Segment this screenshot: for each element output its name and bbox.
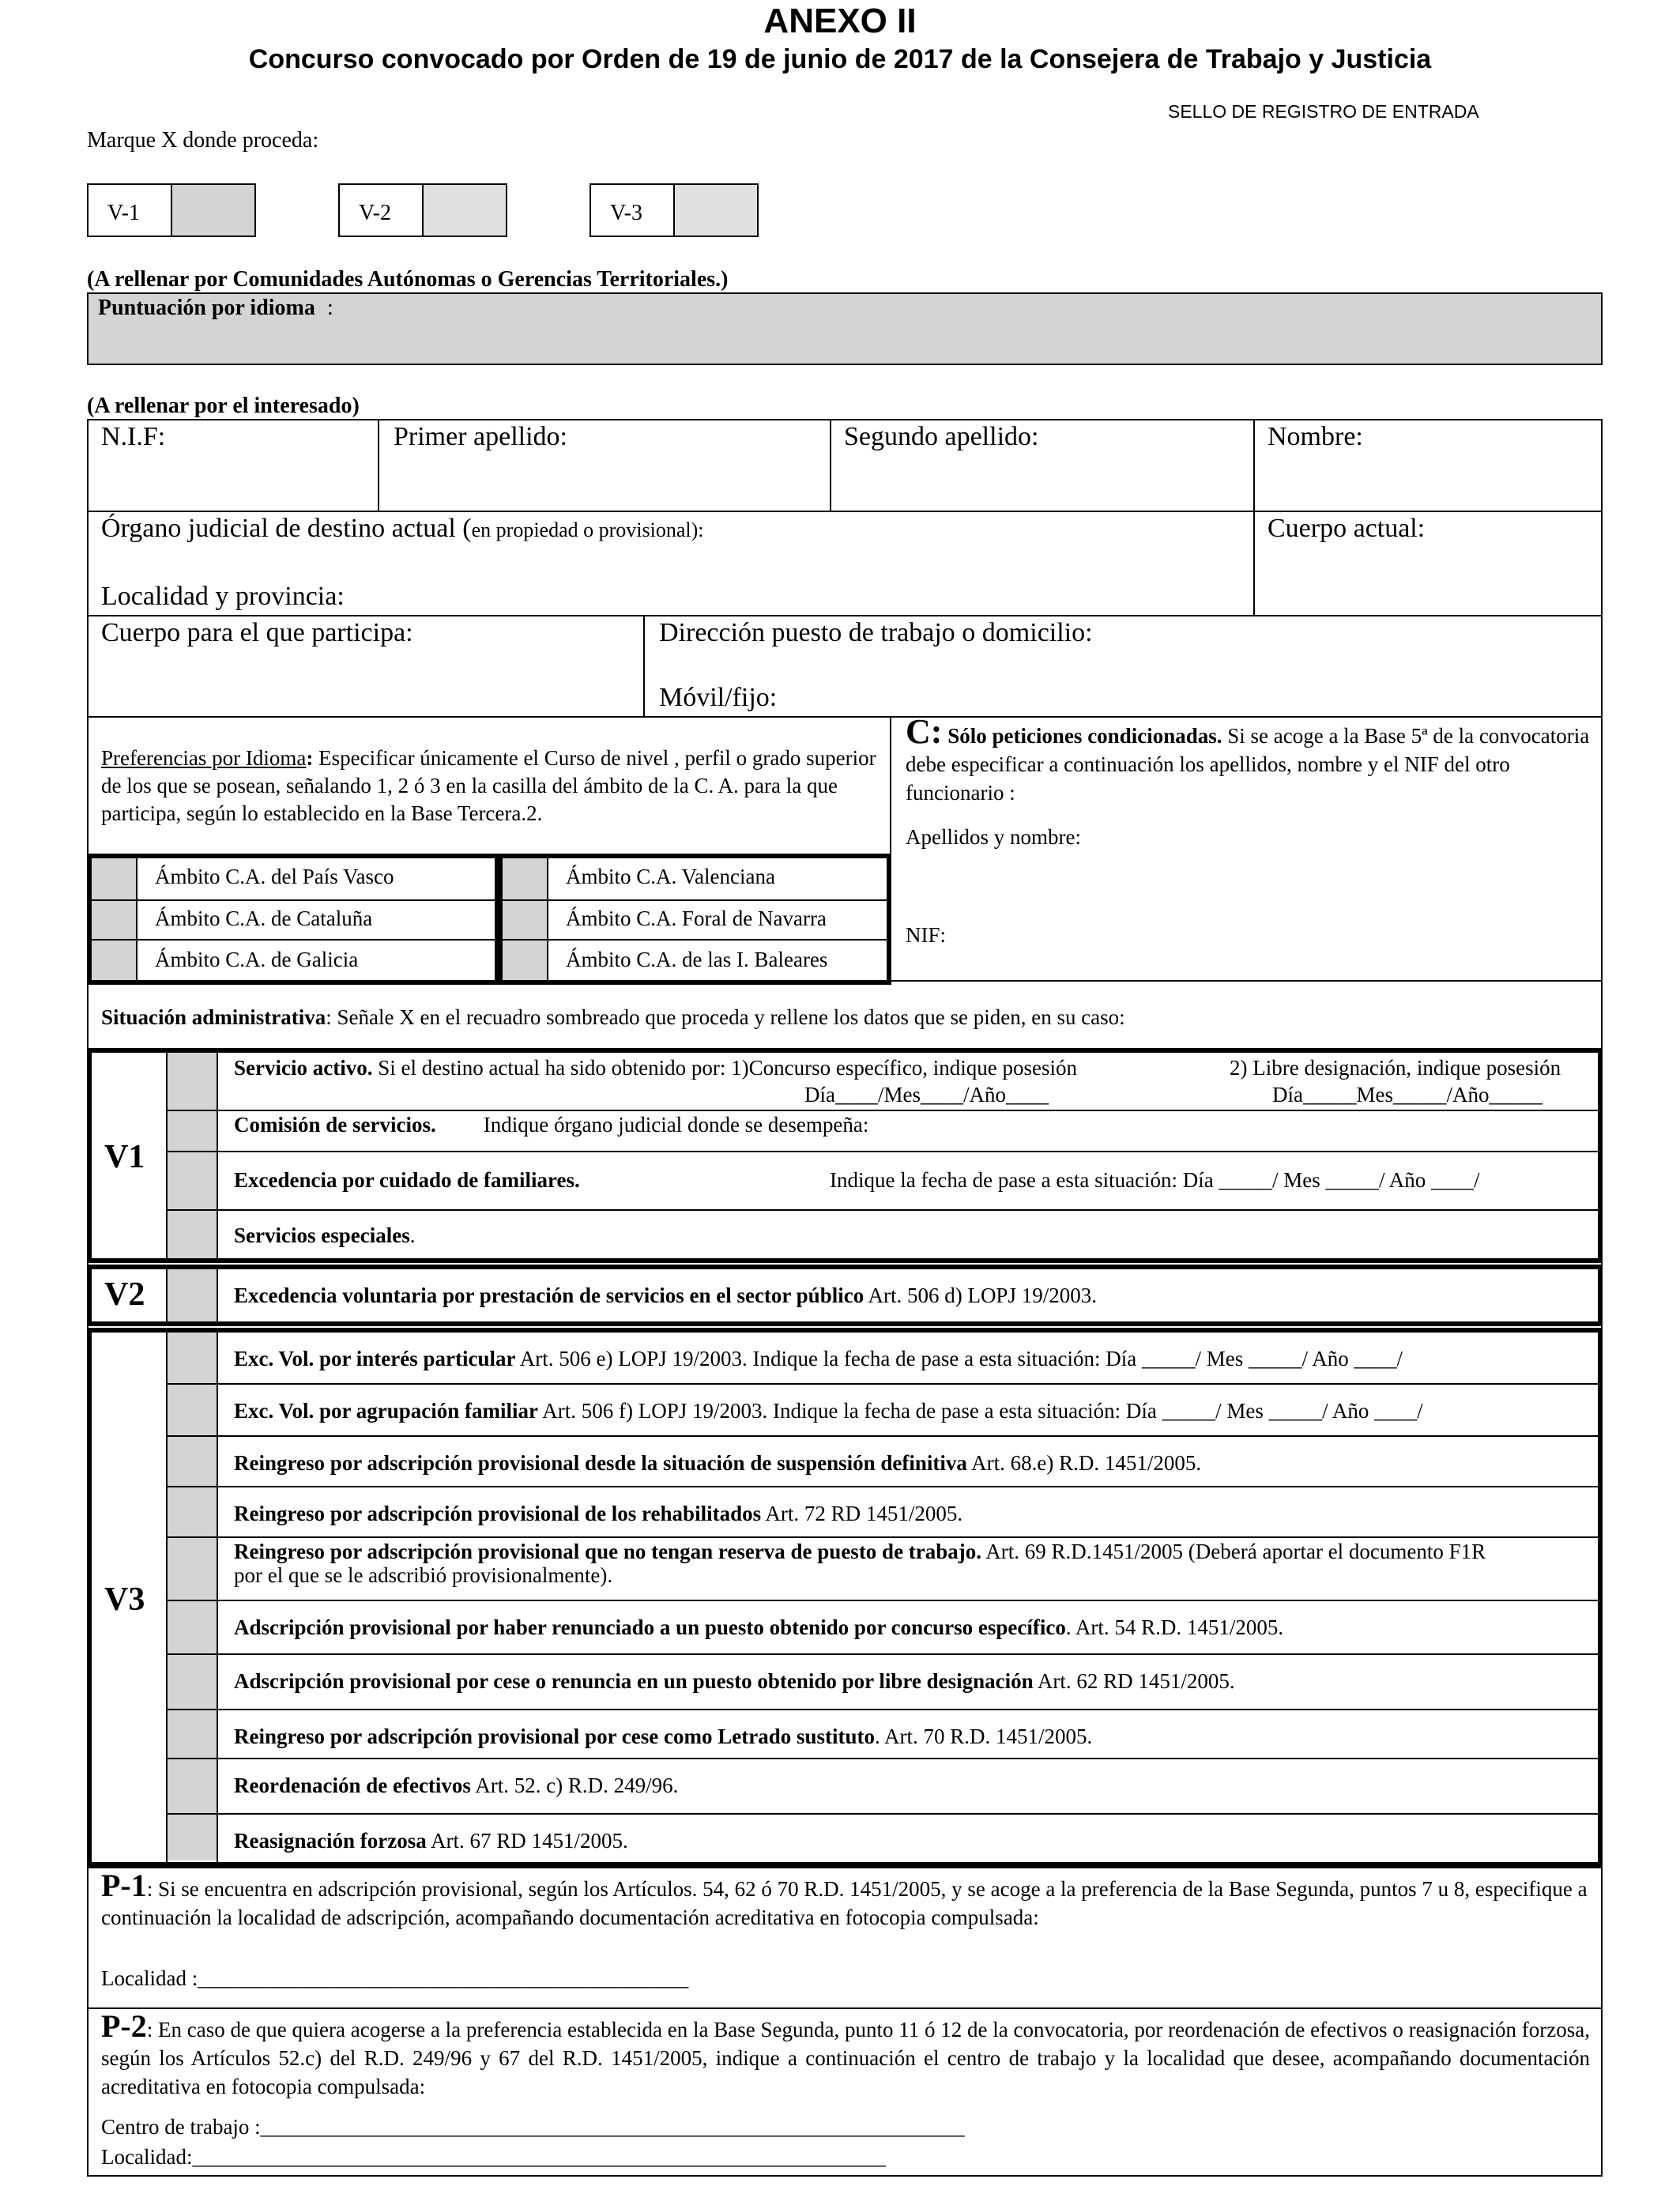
comision-servicios-checkbox[interactable]	[168, 1111, 217, 1151]
segundo-apellido-field[interactable]: Segundo apellido:	[844, 422, 1039, 451]
v3-option-label: Exc. Vol. por agrupación familiar	[234, 1399, 539, 1423]
puntuacion-colon: :	[327, 296, 333, 320]
apellidos-nombre-field[interactable]: Apellidos y nombre:	[906, 825, 1081, 849]
ambito-label: Ámbito C.A. de Cataluña	[155, 907, 373, 930]
divider	[503, 939, 887, 941]
servicio-activo-checkbox[interactable]	[168, 1053, 217, 1110]
page-subtitle: Concurso convocado por Orden de 19 de junio de 2017 de la Consejera de Trabajo y Justicia	[248, 44, 1432, 74]
ambito-label: Ámbito C.A. de las I. Baleares	[566, 948, 828, 971]
divider	[87, 511, 1603, 512]
v3-option-checkbox[interactable]	[168, 1759, 217, 1813]
condicionadas-body: Si se acoge a la Base 5ª de la convocatoria debe especificar a continuación los apellidos, nombre y el NIF del otro funcionario :	[906, 724, 1590, 805]
v3-option-label: Reingreso por adscripción provisional desde la situación de suspensión definitiva	[234, 1451, 967, 1475]
divider	[217, 1269, 218, 1321]
v3-option-text: Art. 72 RD 1451/2005.	[761, 1502, 963, 1525]
preferencias-label: Preferencias por Idioma	[101, 746, 307, 770]
divider	[92, 939, 495, 941]
movil-field[interactable]: Móvil/fijo:	[659, 683, 778, 712]
v3-option-checkbox[interactable]	[168, 1437, 217, 1486]
v3-option	[234, 1540, 1498, 1587]
servicio-activo-label: Servicio activo.	[234, 1056, 373, 1080]
checkbox-v2-label: V-2	[340, 185, 424, 236]
p2-body: : En caso de que quiera acogerse a la preferencia establecida en la Base Segunda, punto 11 ó 12 de la convocatoria, por reordenación de efectivos o reasignación forzosa, según los Artículos 52.c) del R.D. 249/96 y 67 del R.D. 1451/2005, indique a continuación el centro de trabajo y la localidad que desee, acompañando documentación acreditativa en fotocopia compulsada:	[101, 2018, 1590, 2098]
v3-option-text: Art. 52. c) R.D. 249/96.	[470, 1774, 679, 1797]
p2-label: P-2	[101, 2008, 147, 2044]
divider	[168, 1486, 1598, 1487]
organo-sublabel: en propiedad o provisional):	[471, 518, 704, 541]
ambito-label: Ámbito C.A. de Galicia	[155, 948, 359, 971]
v2-label: V2	[104, 1276, 145, 1313]
ambito-pais-vasco-checkbox[interactable]	[92, 858, 137, 899]
sello-registro: SELLO DE REGISTRO DE ENTRADA	[1168, 101, 1479, 122]
preferencias-idioma-text	[101, 745, 883, 827]
v3-option-checkbox[interactable]	[168, 1815, 217, 1860]
condicionadas-text	[906, 712, 1591, 807]
divider	[217, 1053, 218, 1258]
v3-option-label: Adscripción provisional por haber renunciado a un puesto obtenido por concurso específico	[234, 1615, 1066, 1639]
p1-body: : Si se encuentra en adscripción provisional, según los Artículos. 54, 62 ó 70 R.D. 1451/2005, y se acoge a la preferencia de la Base Segunda, puntos 7 u 8, especifique a continuación la localidad de adscripción, acompañando documentación acreditativa en fotocopia compulsada:	[101, 1877, 1588, 1929]
nif-condicionado-field[interactable]: NIF:	[906, 923, 947, 947]
v3-option-checkbox[interactable]	[168, 1538, 217, 1600]
v2-checkbox[interactable]	[168, 1269, 217, 1321]
organo-label: Órgano judicial de destino actual (	[101, 514, 472, 543]
divider	[890, 980, 1603, 982]
v3-option	[234, 1774, 1498, 1797]
v1-label: V1	[104, 1139, 145, 1175]
condicionadas-title: Sólo peticiones condicionadas.	[942, 724, 1222, 748]
primer-apellido-field[interactable]: Primer apellido:	[394, 422, 568, 451]
checkbox-v1[interactable]	[87, 183, 256, 237]
excedencia-cuidado-fecha[interactable]: Indique la fecha de pase a esta situación: Día _____/ Mes _____/ Año ____/	[830, 1168, 1480, 1192]
ambito-navarra-checkbox[interactable]	[503, 901, 548, 939]
v3-option-text: Art. 67 RD 1451/2005.	[426, 1829, 628, 1853]
puntuacion-field[interactable]	[87, 292, 1603, 365]
comision-label: Comisión de servicios.	[234, 1113, 436, 1137]
situacion-administrativa	[101, 1005, 1125, 1030]
divider	[168, 1709, 1598, 1710]
nif-field[interactable]: N.I.F:	[101, 422, 166, 451]
v3-option-label: Reasignación forzosa	[234, 1829, 427, 1853]
v3-option	[234, 1725, 1498, 1748]
p2-localidad-field[interactable]: Localidad:_________________________________________________________________	[101, 2145, 886, 2169]
checkbox-v2-field[interactable]	[424, 185, 506, 236]
v3-option-label: Reingreso por adscripción provisional de los rehabilitados	[234, 1502, 762, 1525]
libre-designacion-text: 2) Libre designación, indique posesión	[1230, 1056, 1561, 1080]
divider	[168, 1758, 1598, 1759]
marque-instruction: Marque X donde proceda:	[87, 128, 319, 153]
checkbox-v3-field[interactable]	[675, 185, 757, 236]
puntuacion-label: Puntuación por idioma	[98, 296, 315, 320]
servicios-especiales-checkbox[interactable]	[168, 1211, 217, 1258]
divider	[168, 1383, 1598, 1385]
v3-option	[234, 1347, 1498, 1370]
divider	[168, 1209, 1598, 1211]
ambito-baleares-checkbox[interactable]	[503, 941, 548, 980]
excedencia-cuidado-label: Excedencia por cuidado de familiares.	[234, 1168, 580, 1192]
v3-option-label: Exc. Vol. por interés particular	[234, 1347, 516, 1370]
v3-option	[234, 1615, 1498, 1639]
p1-text	[101, 1868, 1590, 1932]
divider	[503, 899, 887, 901]
ambito-valenciana-checkbox[interactable]	[503, 858, 548, 899]
ambito-label: Ámbito C.A. del País Vasco	[155, 865, 394, 888]
v3-option-checkbox[interactable]	[168, 1487, 217, 1536]
page-title: ANEXO II	[763, 2, 917, 40]
divider	[1253, 419, 1255, 616]
checkbox-v2[interactable]	[338, 183, 507, 237]
v3-option-label: Reingreso por adscripción provisional que no tengan reserva de puesto de trabajo.	[234, 1540, 982, 1563]
divider	[168, 1110, 1598, 1111]
divider	[217, 1333, 218, 1862]
v3-option-text: Art. 69 R.D.1451/2005 (Deberá aportar el documento F1R por el que se le adscribió provisionalmente).	[234, 1540, 1486, 1587]
v3-option-text: . Art. 54 R.D. 1451/2005.	[1065, 1615, 1284, 1639]
divider	[378, 419, 379, 511]
checkbox-v3-label: V-3	[591, 185, 675, 236]
divider	[92, 899, 495, 901]
preferencias-body: Especificar únicamente el Curso de nivel , perfil o grado superior de los que se posean, señalando 1, 2 ó 3 en la casilla del ámbito de la C. A. para la que participa, según lo establecido en la Base Tercera.2.	[101, 746, 876, 825]
servicio-activo-text: Si el destino actual ha sido obtenido por: 1)Concurso específico, indique posesión	[372, 1056, 1078, 1080]
v2-text	[234, 1284, 1097, 1308]
v3-option-checkbox[interactable]	[168, 1333, 217, 1383]
checkbox-v3[interactable]	[590, 183, 759, 237]
v3-option-checkbox[interactable]	[168, 1655, 217, 1709]
v3-option-checkbox[interactable]	[168, 1601, 217, 1653]
v2-rest: Art. 506 d) LOPJ 19/2003.	[864, 1284, 1097, 1307]
preferencias-colon: :	[306, 746, 314, 770]
v3-option	[234, 1399, 1498, 1423]
v3-option-checkbox[interactable]	[168, 1385, 217, 1435]
divider	[830, 419, 831, 511]
v2-bold: Excedencia voluntaria por prestación de servicios en el sector público	[234, 1284, 864, 1307]
v3-option-label: Reordenación de efectivos	[234, 1774, 471, 1797]
servicios-especiales-dot: .	[409, 1223, 416, 1247]
ccaa-note: (A rellenar por Comunidades Autónomas o Gerencias Territoriales.)	[87, 267, 729, 292]
checkbox-v1-field[interactable]	[172, 185, 254, 236]
v3-option-label: Adscripción provisional por cese o renuncia en un puesto obtenido por libre designación	[234, 1669, 1034, 1693]
excedencia-cuidado-checkbox[interactable]	[168, 1152, 217, 1209]
v3-option-text: Art. 62 RD 1451/2005.	[1033, 1669, 1235, 1693]
ambito-cataluna-checkbox[interactable]	[92, 901, 137, 939]
interesado-note: (A rellenar por el interesado)	[87, 394, 360, 418]
v3-option	[234, 1451, 1498, 1475]
p1-localidad-field[interactable]: Localidad :______________________________________________	[101, 1966, 689, 1990]
v3-label: V3	[104, 1581, 145, 1618]
v3-option-text: Art. 506 e) LOPJ 19/2003. Indique la fecha de pase a esta situación: Día _____/ Mes _____/ Año ____/	[515, 1347, 1403, 1370]
divider	[168, 1536, 1598, 1538]
localidad-provincia-field[interactable]: Localidad y provincia:	[101, 582, 345, 611]
v3-option	[234, 1502, 1498, 1525]
v3-option-label: Reingreso por adscripción provisional por cese como Letrado sustituto	[234, 1725, 876, 1748]
divider	[87, 1867, 1603, 1868]
checkbox-v1-label: V-1	[89, 185, 172, 236]
divider	[168, 1600, 1598, 1601]
c-letter: C:	[906, 712, 943, 751]
servicios-especiales-label: Servicios especiales	[234, 1223, 410, 1247]
comision-text: Indique órgano judicial donde se desempeña:	[483, 1113, 869, 1137]
comision-servicios	[234, 1113, 868, 1137]
p2-text	[101, 2008, 1590, 2101]
p2-centro-field[interactable]: Centro de trabajo :__________________________________________________________________	[101, 2115, 965, 2139]
nombre-field[interactable]: Nombre:	[1268, 422, 1363, 451]
divider	[87, 2007, 1603, 2009]
situacion-label: Situación administrativa	[101, 1005, 326, 1029]
v3-option-text: Art. 68.e) R.D. 1451/2005.	[966, 1451, 1202, 1475]
v3-option-checkbox[interactable]	[168, 1710, 217, 1758]
divider	[87, 615, 1603, 616]
ambito-galicia-checkbox[interactable]	[92, 941, 137, 980]
situacion-text: : Señale X en el recuadro sombreado que proceda y rellene los datos que se piden, en su caso:	[326, 1005, 1125, 1029]
divider	[168, 1435, 1598, 1437]
organo-field[interactable]	[101, 514, 704, 544]
p1-label: P-1	[101, 1868, 147, 1903]
servicios-especiales	[234, 1223, 415, 1248]
v3-option	[234, 1669, 1498, 1693]
ambito-label: Ámbito C.A. Foral de Navarra	[566, 907, 827, 930]
cuerpo-participa-field[interactable]: Cuerpo para el que participa:	[101, 618, 413, 647]
v3-option	[234, 1829, 1498, 1853]
fecha-libre-designacion-field[interactable]: Día_____Mes_____/Año_____	[1272, 1083, 1543, 1106]
v3-option-text: Art. 506 f) LOPJ 19/2003. Indique la fecha de pase a esta situación: Día _____/ Mes _____/ Año ____/	[538, 1399, 1423, 1423]
v3-option-text: . Art. 70 R.D. 1451/2005.	[875, 1725, 1093, 1748]
divider	[168, 1653, 1598, 1655]
fecha-concurso-field[interactable]: Día____/Mes____/Año____	[804, 1083, 1049, 1106]
divider	[168, 1813, 1598, 1815]
direccion-field[interactable]: Dirección puesto de trabajo o domicilio:	[659, 618, 1093, 647]
cuerpo-actual-field[interactable]: Cuerpo actual:	[1268, 514, 1426, 543]
divider	[168, 1151, 1598, 1152]
ambito-label: Ámbito C.A. Valenciana	[566, 865, 775, 888]
divider	[643, 615, 645, 718]
servicio-activo	[234, 1056, 1077, 1080]
